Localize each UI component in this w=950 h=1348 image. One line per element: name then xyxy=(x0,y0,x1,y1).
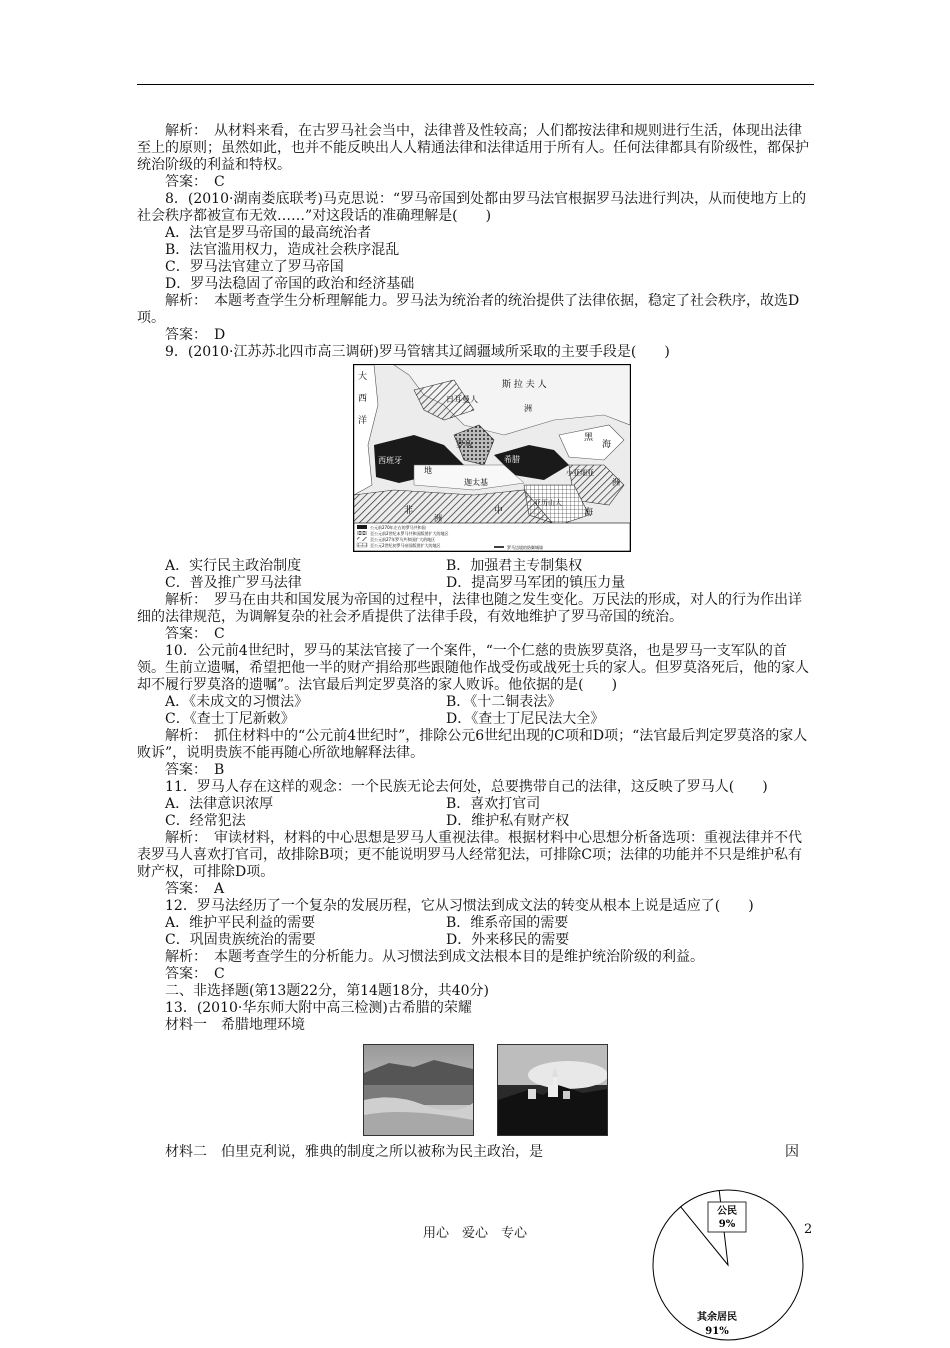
label-slav: 斯 拉 夫 人 xyxy=(502,380,547,390)
q11-option-c: C．经常犯法 xyxy=(165,813,246,829)
q8-option-c: C．罗马法官建立了罗马帝国 xyxy=(165,259,344,275)
q12-option-c: C．巩固贵族统治的需要 xyxy=(165,932,316,948)
label-asia-minor: 小亚细亚 xyxy=(566,469,594,477)
q12-option-a: A．维护平民利益的需要 xyxy=(165,915,316,931)
q13-material-2: 材料二 伯里克利说，雅典的制度之所以被称为民主政治，是 xyxy=(165,1144,543,1160)
q10-option-c: C．《查士丁尼新敕》 xyxy=(165,711,295,727)
q11-options-ab xyxy=(137,796,814,813)
q10-options-cd xyxy=(137,711,814,728)
label-alexandria: 亚历山大 xyxy=(534,499,562,507)
legend-2: 至公元前2世纪末罗马共和国版图扩大的地区 xyxy=(370,531,449,536)
q13-material-1: 材料一 希腊地理环境 xyxy=(165,1017,305,1033)
section-2-heading: 二、非选择题(第13题22分，第14题18分，共40分) xyxy=(165,983,489,999)
label-hei: 黑 xyxy=(584,433,594,443)
label-yang: 洋 xyxy=(358,416,368,426)
q11-analysis: 解析： 审读材料，材料的中心思想是罗马人重视法律。根据材料中心思想分析备选项：重视法律并不代表罗马人喜欢打官司，故排除B项；更不能说明罗马人经常犯法，可排除C项；法律的功能并不只是维护私有财产权，可排除D项。 xyxy=(137,830,802,880)
q12-option-d: D．外来移民的需要 xyxy=(446,932,570,948)
q12-options-ab xyxy=(137,915,814,932)
q9-option-d: D．提高罗马军团的镇压力量 xyxy=(446,575,626,591)
page-number: 2 xyxy=(804,1222,813,1237)
label-spain: 西班牙 xyxy=(378,456,402,465)
legend-4: 至公元2世纪初罗马帝国版图扩大的地区 xyxy=(370,543,441,548)
q12-answer: 答案： C xyxy=(165,966,225,982)
q9-options-ab xyxy=(137,558,814,575)
label-german: 日耳曼人 xyxy=(446,395,478,404)
q8-analysis: 解析： 本题考查学生分析理解能力。罗马法为统治者的统治提供了法律依据，稳定了社会秩序，故选D项。 xyxy=(137,293,800,326)
q8-option-a: A．法官是罗马帝国的最高统治者 xyxy=(165,225,372,241)
label-asia: 洲 xyxy=(612,478,620,487)
q9-stem: 9．(2010·江苏苏北四市高三调研)罗马管辖其辽阔疆域所采取的主要手段是( ) xyxy=(165,344,670,360)
q12-option-b: B．维系帝国的需要 xyxy=(446,915,569,931)
label-xi: 西 xyxy=(358,394,368,404)
q10-analysis: 解析： 抓住材料中的“公元前4世纪时”，排除公元6世纪出现的C项和D项；“法官最后判定罗莫洛的家人败诉”，说明贵族不能再随心所欲地解释法律。 xyxy=(137,728,808,761)
q11-answer: 答案： A xyxy=(165,881,225,897)
label-fei: 非 xyxy=(404,506,414,516)
legend-3: 至公元前27年罗马共和国扩大的地区 xyxy=(370,537,436,542)
q8-option-b: B．法官滥用权力，造成社会秩序混乱 xyxy=(165,242,400,258)
q10-stem: 10．公元前4世纪时，罗马的某法官接了一个案件，“一个仁慈的贵族罗莫洛，也是罗马一支军队的首领。生前立遗嘱，希望把他一半的财产捐给那些跟随他作战受伤或战死士兵的家人。但罗莫洛死后，他的家人却不履行罗莫洛的遗嘱”。法官最后判定罗莫洛的家人败诉。他依据的是( ) xyxy=(137,643,809,693)
page-footer: 用心 爱心 专心 xyxy=(422,1226,527,1241)
label-europe: 洲 xyxy=(524,404,532,413)
citizen-pct: 9% xyxy=(718,1219,736,1230)
label-greece: 希腊 xyxy=(504,455,520,464)
document-body xyxy=(137,123,814,1161)
q13-stem: 13．(2010·华东师大附中高三检测)古希腊的荣耀 xyxy=(165,1000,472,1016)
q9-analysis: 解析： 罗马在由共和国发展为帝国的过程中，法律也随之发生变化。万民法的形成，对人的行为作出详细的法律规范，为调解复杂的社会矛盾提供了法律手段，有效地维护了罗马帝国的统治。 xyxy=(137,592,802,625)
q9-option-a: A．实行民主政治制度 xyxy=(165,558,302,574)
q11-options-cd xyxy=(137,813,814,830)
q10-option-d: D．《查士丁尼民法大全》 xyxy=(446,711,605,727)
q7-answer: 答案： C xyxy=(165,174,225,190)
label-da: 大 xyxy=(358,372,368,382)
label-carthage: 迦太基 xyxy=(464,478,488,487)
q10-option-b: B．《十二铜表法》 xyxy=(446,694,562,710)
label-zhong: 中 xyxy=(494,506,504,516)
q11-option-a: A．法律意识浓厚 xyxy=(165,796,274,812)
q12-options-cd xyxy=(137,932,814,949)
label-rome: 罗马 xyxy=(456,440,472,449)
coast-photo xyxy=(363,1044,474,1136)
village-photo xyxy=(497,1044,608,1136)
greece-photos xyxy=(363,1044,814,1136)
others-label: 其余居民 xyxy=(697,1312,737,1323)
label-hai1: 海 xyxy=(602,440,612,450)
q10-option-a: A．《未成文的习惯法》 xyxy=(165,694,309,710)
pie-svg xyxy=(650,1178,813,1344)
q10-answer: 答案： B xyxy=(165,762,225,778)
header-rule xyxy=(137,84,814,85)
citizen-pie-chart xyxy=(650,1178,813,1348)
citizen-label: 公民 xyxy=(717,1206,737,1217)
map-graphic xyxy=(354,365,630,551)
q13-material-2-line xyxy=(137,1144,814,1161)
q9-option-c: C．普及推广罗马法律 xyxy=(165,575,302,591)
label-hai2: 海 xyxy=(584,508,594,518)
q11-option-d: D．维护私有财产权 xyxy=(446,813,570,829)
label-di: 地 xyxy=(424,466,432,475)
q9-option-b: B．加强君主专制集权 xyxy=(446,558,583,574)
q8-option-d: D．罗马法稳固了帝国的政治和经济基础 xyxy=(165,276,415,292)
q9-options-cd xyxy=(137,575,814,592)
q7-analysis: 解析： 从材料来看，在古罗马社会当中，法律普及性较高；人们都按法律和规则进行生活，体现出法律至上的原则；虽然如此，也并不能反映出人人精通法律和法律适用于所有人。任何法律都具有阶级性，都保护统治阶级的利益和特权。 xyxy=(137,123,809,173)
legend-5: 罗马边境的防御城墙 xyxy=(507,545,543,550)
others-pct: 91% xyxy=(705,1326,729,1337)
q12-stem: 12．罗马法经历了一个复杂的发展历程，它从习惯法到成文法的转变从根本上说是适应了( ) xyxy=(165,898,754,914)
q12-analysis: 解析： 本题考查学生的分析能力。从习惯法到成文法根本目的是维护统治阶级的利益。 xyxy=(165,949,704,965)
q10-options-ab xyxy=(137,694,814,711)
q8-answer: 答案： D xyxy=(165,327,226,343)
q11-option-b: B．喜欢打官司 xyxy=(446,796,541,812)
roman-empire-map xyxy=(353,364,631,552)
q8-stem: 8．(2010·湖南娄底联考)马克思说：“罗马帝国到处都由罗马法官根据罗马法进行判决，从而使地方上的社会秩序都被宣布无效……”对这段话的准确理解是( ) xyxy=(137,191,807,224)
legend-1: 公元前270年左右的罗马共和国 xyxy=(370,525,426,530)
q9-answer: 答案： C xyxy=(165,626,225,642)
q13-material-2-tail: 因 xyxy=(785,1144,799,1160)
label-africa: 洲 xyxy=(434,514,442,523)
q11-stem: 11．罗马人存在这样的观念：一个民族无论去何处，总要携带自己的法律，这反映了罗马人( ) xyxy=(165,779,768,795)
